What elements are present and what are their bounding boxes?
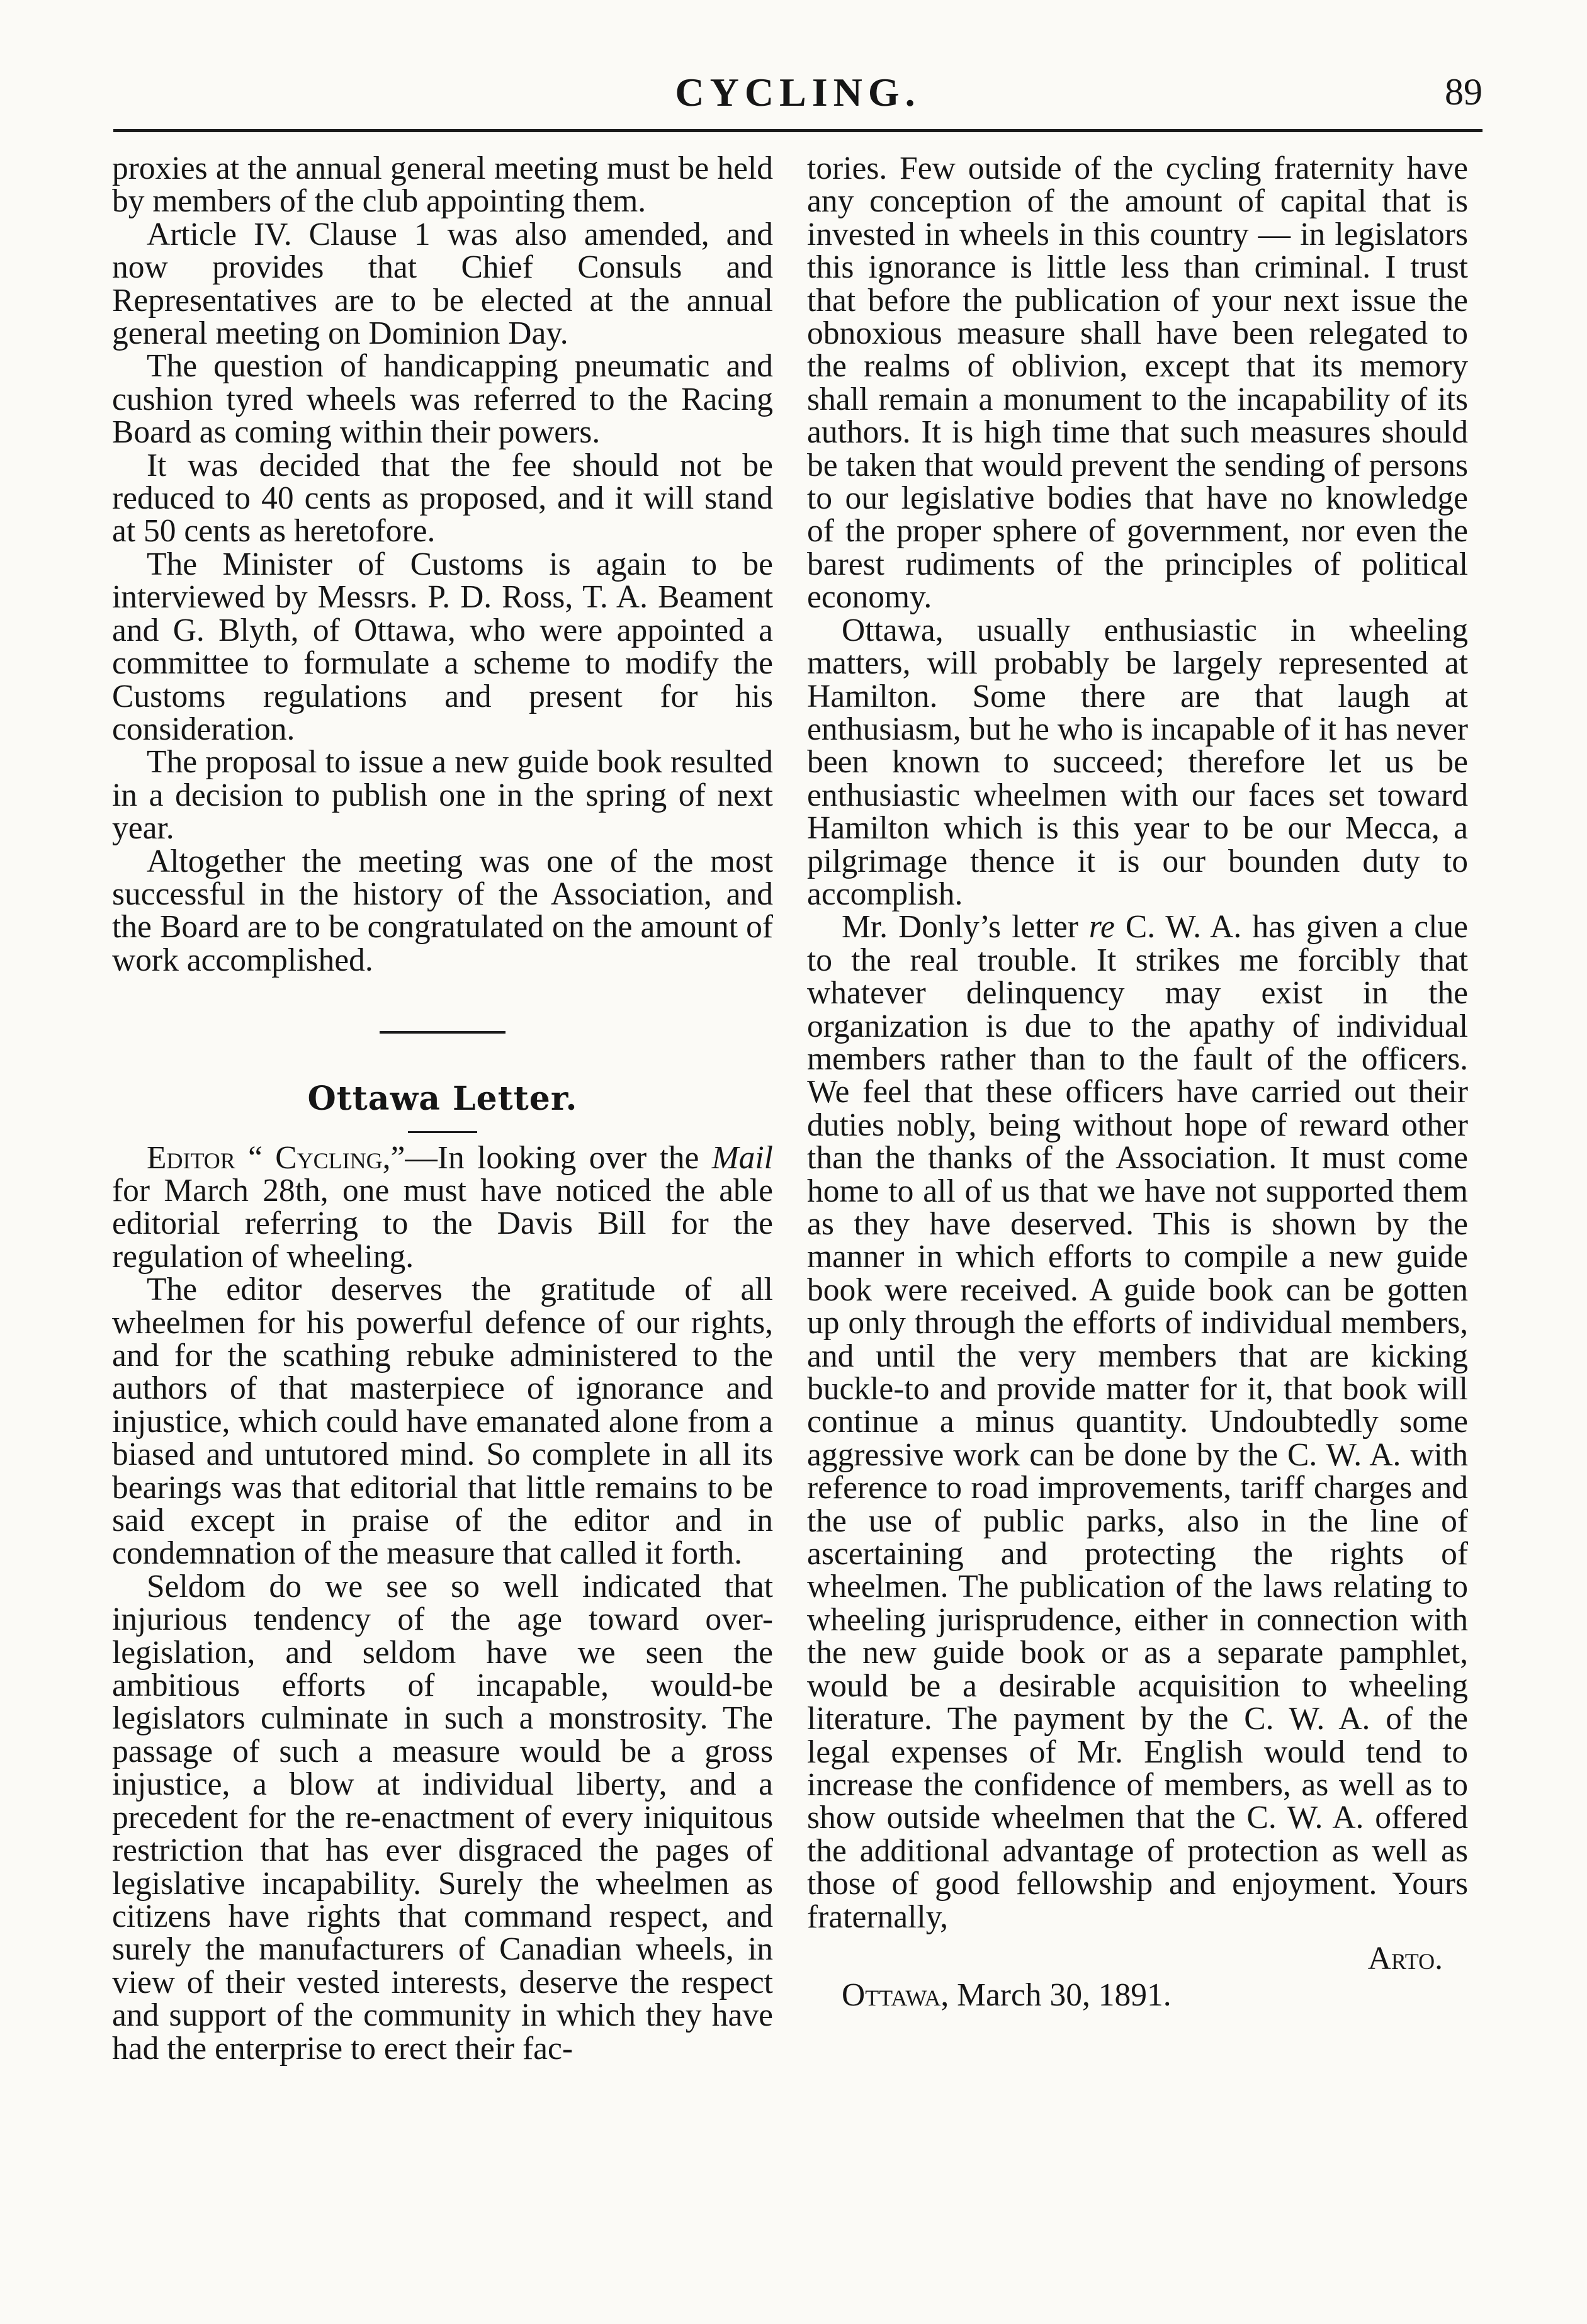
letter-opening-text: —In looking over the xyxy=(405,1139,712,1176)
donly-text-cont: C. W. A. has given a clue to the real trouble. It strikes me forcibly that whatever delinquency may exist in the organization is due to the apathy of individual members rather than to the fault of the officers. We feel that these officers have carried out their duties nobly, being without hope of reward other than the thanks of the Association. It must come home to all of us that we have not supported them as they have deserved. This is shown by the manner in which efforts to compile a new guide book were received. A guide book can be gotten up only through the efforts of individual members, and until the very members that are kicking buckle-to and provide matter for it, that book will continue a minus quantity. Undoubtedly some aggressive work can be done by the C. W. A. with reference to road improvements, tariff charges and the use of public parks, also in the line of ascertaining and protecting the rights of wheelmen. The publication of the laws relating to wheeling jurisprudence, either in connection with the new guide book or as a separate pamphlet, would be a desirable acquisition to wheeling literature. The payment by the C. W. A. of the legal expenses of Mr. English would tend to increase the confidence of members, as well as to show outside wheelmen that the C. W. A. offered the additional advantage of protection as well as those of good fellowship and enjoyment. Yours fraternally, xyxy=(807,909,1468,1935)
article-paragraph: The question of handicapping pneumatic and cushion tyred wheels was referred to the Racing Board as coming within their powers. xyxy=(112,348,773,451)
article-paragraph: The proposal to issue a new guide book resulted in a decision to publish one in the spring of next year. xyxy=(112,744,773,847)
article-paragraph: Article IV. Clause 1 was also amended, and now provides that Chief Consuls and Representatives are to be elected at the annual general meeting on Dominion Day. xyxy=(112,216,773,352)
dateline-date: March 30, 1891. xyxy=(949,1977,1172,2014)
re-italic: re xyxy=(1088,909,1115,945)
letter-paragraph: The editor deserves the gratitude of all wheelmen for his powerful defence of our rights, and for the scathing rebuke administered to the authors of that masterpiece of ignorance and injustice, which could have emanated alone from a biased and untutored mind. So complete in all its bearings was that editorial that little remains to be said except in praise of the editor and in condemnation of the measure that called it forth. xyxy=(112,1272,773,1572)
letter-paragraph xyxy=(807,911,1468,1934)
letter-opening-paragraph xyxy=(112,1139,773,1275)
letter-signature: Arto. xyxy=(1367,1940,1443,1977)
right-column xyxy=(807,152,1468,2012)
section-divider xyxy=(380,1031,505,1034)
header-rule xyxy=(113,129,1483,132)
letter-heading: Ottawa Letter. xyxy=(307,1080,578,1119)
letter-paragraph: tories. Few outside of the cycling fraternity have any conception of the amount of capital that is invested in wheels in this country — in legislators this ignorance is little less than criminal. I trust that before the publication of your next issue the obnoxious measure shall have been relegated to the realms of oblivion, except that its memory shall remain a monument to the incapability of its authors. It is high time that such measures should be taken that would prevent the sending of persons to our legislative bodies that have no knowledge of the proper sphere of government, nor even the barest rudiments of the principles of political economy. xyxy=(807,150,1468,616)
newspaper-title: Mail xyxy=(711,1139,773,1176)
letter-salutation: Editor “ Cycling,” xyxy=(147,1139,405,1176)
page-header xyxy=(113,63,1483,132)
dateline-place: Ottawa, xyxy=(842,1977,949,2014)
running-title: CYCLING. xyxy=(675,70,921,115)
letter-paragraph: Seldom do we see so well indicated that injurious tendency of the age toward over-legislation, and seldom have we seen the ambitious efforts of incapable, would-be legislators culminate in such a monstrosity. The passage of such a measure would be a gross injustice, a blow at individual liberty, and a precedent for the re-enactment of every iniquitous restriction that has ever disgraced the pages of legislative incapability. Surely the wheelmen as citizens have rights that command respect, and surely the manufacturers of Canadian wheels, in view of their vested interests, deserve the respect and support of the community in which they have had the enterprise to erect their fac- xyxy=(112,1568,773,2067)
article-paragraph: proxies at the annual general meeting must be held by members of the club appointing them. xyxy=(112,150,773,220)
letter-paragraph: Ottawa, usually enthusiastic in wheeling matters, will probably be largely represented at Hamilton. Some there are that laugh at enthusiasm, but he who is incapable of it has never been known to succeed; therefore let us be enthusiastic wheelmen with our faces set toward Hamilton which is this year to be our Mecca, a pilgrimage thence it is our bounden duty to accomplish. xyxy=(807,612,1468,912)
article-paragraph: Altogether the meeting was one of the most successful in the history of the Association, and the Board are to be congratulated on the amount of work accomplished. xyxy=(112,843,773,978)
article-paragraph: The Minister of Customs is again to be interviewed by Messrs. P. D. Ross, T. A. Beament and G. Blyth, of Ottawa, who were appointed a committee to formulate a scheme to modify the Customs regulations and present for his consideration. xyxy=(112,546,773,747)
heading-underline xyxy=(408,1131,477,1133)
letter-opening-text-cont: for March 28th, one must have noticed the able editorial referring to the Davis Bill for the regulation of wheeling. xyxy=(112,1172,773,1275)
left-column xyxy=(112,152,773,2065)
letter-dateline xyxy=(807,1979,1468,2012)
page-number: 89 xyxy=(1445,71,1483,113)
article-paragraph: It was decided that the fee should not be reduced to 40 cents as proposed, and it will stand at 50 cents as heretofore. xyxy=(112,447,773,550)
donly-text: Mr. Donly’s letter xyxy=(842,909,1089,945)
